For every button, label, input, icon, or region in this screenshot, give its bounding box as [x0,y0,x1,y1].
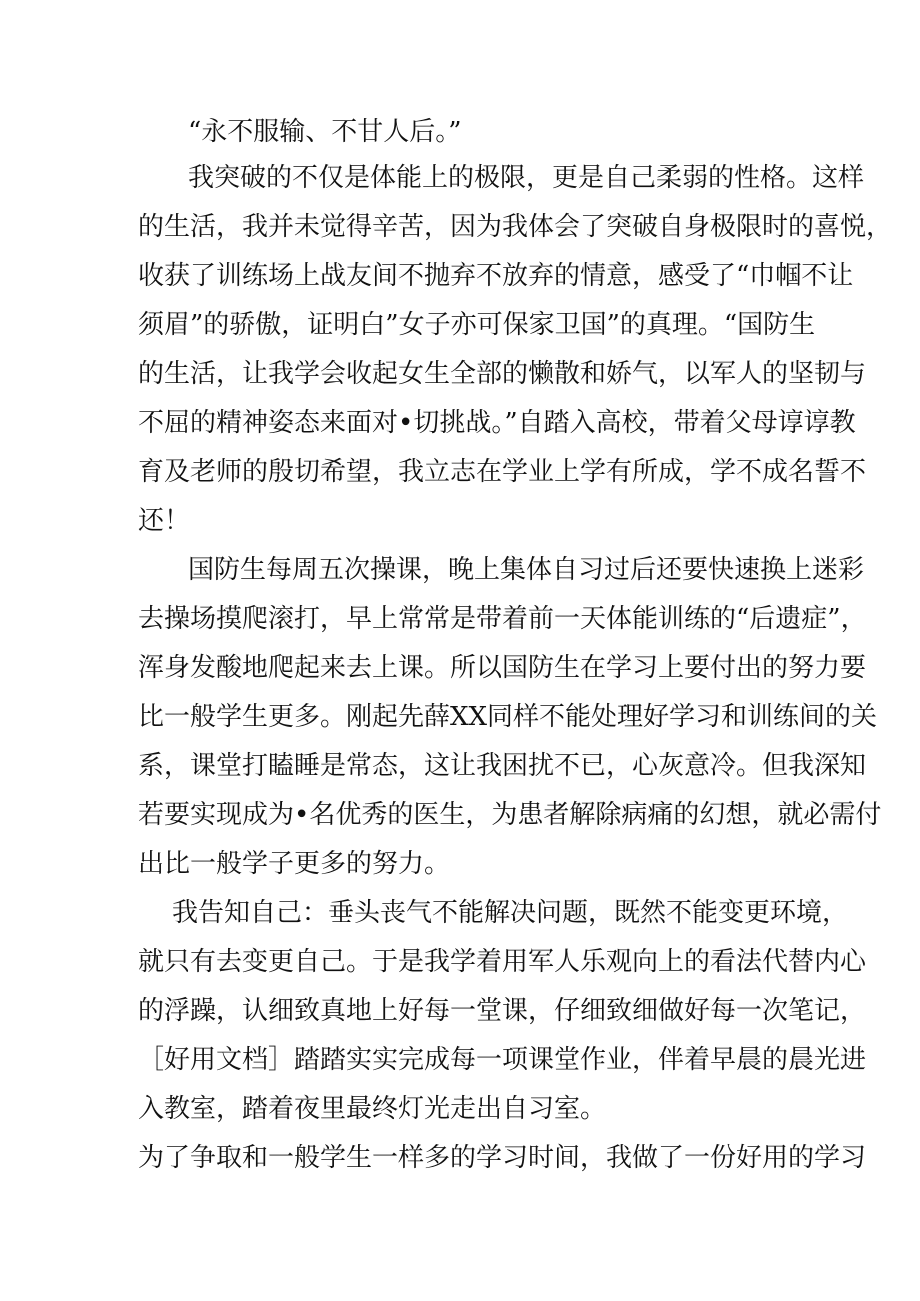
text-line: 去操场摸爬滚打，早上常常是带着前一天体能训练的“后遗症”， [138,604,867,634]
text-line: 若要实现成为•名优秀的医生，为患者解除病痛的幻想，就必需付 [138,800,882,830]
text-line: “永不服输、不甘人后。” [188,117,462,147]
text-line: 浑身发酸地爬起来去上课。所以国防生在学习上要付出的努力要 [138,653,867,683]
text-line: 入教室，踏着夜里最终灯光走出自习室。 [138,1094,607,1124]
text-line: 比一般学生更多。刚起先薛XX同样不能处理好学习和训练间的关 [138,702,878,732]
text-line: 还！ [138,506,191,536]
text-line: 须眉”的骄傲，证明白”女子亦可保家卫国”的真理。“国防生 [138,310,816,340]
text-line: 我告知自己：垂头丧气不能解决问题，既然不能变更环境， [172,898,849,928]
text-line: 为了争取和一般学生一样多的学习时间，我做了一份好用的学习 [138,1143,867,1173]
text-line: 系，课堂打瞌睡是常态，这让我困扰不已，心灰意冷。但我深知 [138,751,867,781]
text-line: 就只有去变更自己。于是我学着用军人乐观向上的看法代替内心 [138,947,867,977]
text-line: 不屈的精神姿态来面对•切挑战。”自踏入高校，带着父母谆谆教 [138,408,856,438]
text-line: 的浮躁，认细致真地上好每一堂课，仔细致细做好每一次笔记， [138,996,867,1026]
text-line: 的生活，让我学会收起女生全部的懒散和娇气，以军人的坚韧与 [138,359,867,389]
text-line: 国防生每周五次操课，晚上集体自习过后还要快速换上迷彩 [188,555,865,585]
text-line: 育及老师的殷切希望，我立志在学业上学有所成，学不成名誓不 [138,457,867,487]
text-line: 我突破的不仅是体能上的极限，更是自己柔弱的性格。这样 [188,163,865,193]
text-line: 的生活，我并未觉得辛苦，因为我体会了突破自身极限时的喜悦， [138,212,893,242]
text-line: ［好用文档］踏踏实实完成每一项课堂作业，伴着早晨的晨光进 [138,1045,867,1075]
text-line: 出比一般学子更多的努力。 [138,849,451,879]
text-line: 收获了训练场上战友间不抛弃不放弃的情意，感受了“巾帼不让 [138,261,854,291]
